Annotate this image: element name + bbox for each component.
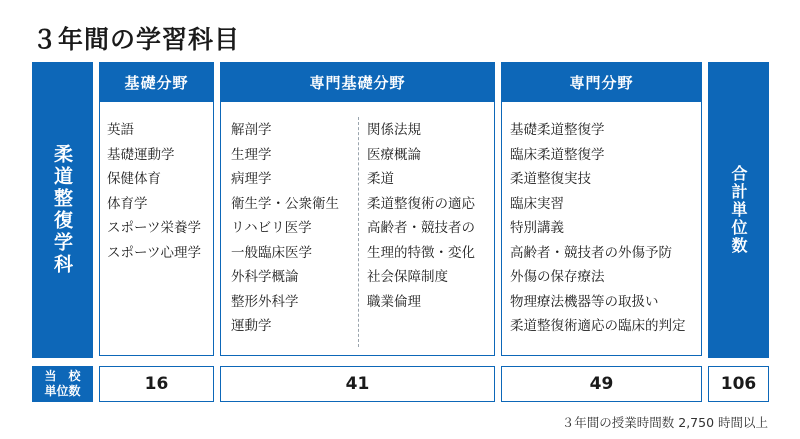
subject-item: 社会保障制度 — [367, 269, 448, 285]
units-specialized: 49 — [501, 366, 702, 402]
subject-item: 柔道整復術の適応 — [367, 195, 475, 212]
subject-item: リハビリ医学 — [231, 220, 312, 236]
total-units-heading: 合計単位数 — [729, 165, 748, 255]
column-heading-specialized: 専門分野 — [502, 63, 701, 102]
subject-item: 運動学 — [231, 318, 272, 334]
subject-item: 病理学 — [231, 171, 272, 187]
subject-item: スポーツ心理学 — [107, 244, 201, 261]
subject-item: 生理学 — [231, 146, 272, 163]
subject-item: 体育学 — [107, 195, 148, 212]
total-units-heading-box — [708, 62, 769, 358]
column-divider — [358, 117, 359, 347]
subject-item: 臨床柔道整復学 — [510, 146, 605, 163]
page-title: ３年間の学習科目 — [32, 25, 241, 54]
subject-item: 高齢者・競技者の — [367, 220, 475, 236]
units-label-line2: 単位数 — [44, 384, 81, 398]
subject-list-specialized — [510, 118, 686, 339]
column-specialized-basic — [220, 62, 495, 356]
department-label: 柔道整復学科 — [51, 144, 73, 276]
subject-item: 生理的特徴・変化 — [367, 244, 475, 261]
subject-list-specialized-basic-right — [367, 118, 475, 314]
subject-list-basic — [107, 118, 201, 265]
subject-item: 保健体育 — [107, 171, 161, 187]
subject-item: 職業倫理 — [367, 293, 421, 310]
footnote: ３年間の授業時間数 2,750 時間以上 — [561, 415, 768, 430]
department-label-box — [32, 62, 93, 358]
subject-item: 外傷の保存療法 — [510, 269, 605, 285]
units-row-label — [32, 366, 93, 402]
units-specialized-basic: 41 — [220, 366, 495, 402]
subject-item: 柔道整復実技 — [510, 171, 591, 187]
subject-list-specialized-basic-left — [231, 118, 339, 339]
subject-item: 特別講義 — [510, 220, 564, 236]
column-heading-specialized-basic: 専門基礎分野 — [221, 63, 494, 102]
units-total: 106 — [708, 366, 769, 402]
subject-item: 外科学概論 — [231, 269, 299, 285]
subject-item: 臨床実習 — [510, 195, 564, 212]
subject-item: 英語 — [107, 122, 134, 138]
subject-item: 一般臨床医学 — [231, 244, 312, 261]
subject-item: スポーツ栄養学 — [107, 220, 201, 236]
column-specialized — [501, 62, 702, 356]
column-heading-basic: 基礎分野 — [100, 63, 213, 102]
column-basic — [99, 62, 214, 356]
subject-item: 解剖学 — [231, 122, 272, 138]
units-label-line1: 当 校 — [44, 369, 81, 383]
subject-item: 基礎柔道整復学 — [510, 122, 605, 138]
subject-item: 衛生学・公衆衛生 — [231, 195, 339, 212]
subject-item: 高齢者・競技者の外傷予防 — [510, 244, 672, 261]
subject-item: 医療概論 — [367, 146, 421, 163]
subject-item: 物理療法機器等の取扱い — [510, 293, 659, 310]
subject-item: 整形外科学 — [231, 293, 299, 310]
units-basic: 16 — [99, 366, 214, 402]
subject-item: 柔道整復術適応の臨床的判定 — [510, 318, 686, 334]
subject-item: 基礎運動学 — [107, 146, 175, 163]
subject-item: 関係法規 — [367, 122, 421, 138]
subject-item: 柔道 — [367, 171, 394, 187]
